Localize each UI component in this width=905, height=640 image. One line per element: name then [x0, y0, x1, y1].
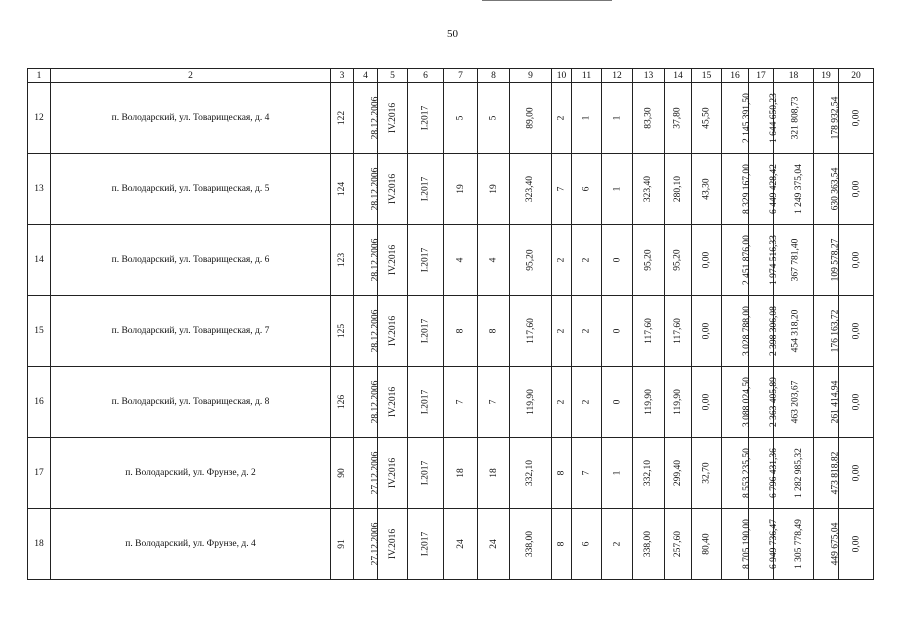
- rotated-value: 0,00: [851, 180, 861, 198]
- value-cell-col-8: [478, 367, 510, 438]
- rotated-value: 367 781,40: [790, 238, 801, 282]
- value-cell-col-10: [552, 154, 572, 225]
- table-row: [28, 83, 874, 154]
- column-header-3: 3: [331, 69, 354, 83]
- page-number: 50: [447, 28, 458, 40]
- value-cell-col-13: [633, 296, 665, 367]
- value-cell-col-14: [665, 225, 692, 296]
- rotated-value: 5: [488, 115, 499, 121]
- table-row: [28, 509, 874, 580]
- value-cell-col-9: [510, 154, 552, 225]
- rotated-value: 280,10: [673, 175, 684, 203]
- rotated-value: I.2017: [420, 389, 431, 415]
- rotated-value: 95,20: [643, 249, 654, 271]
- rotated-value: 2: [581, 257, 592, 263]
- rotated-value: IV.2016: [388, 244, 399, 276]
- value-cell-col-6: [408, 83, 444, 154]
- value-cell-col-7: [444, 438, 478, 509]
- rotated-value: 1: [581, 115, 592, 121]
- rotated-value: 126: [337, 394, 347, 410]
- value-cell-col-3: [331, 438, 354, 509]
- value-cell-col-4: [354, 509, 381, 580]
- value-cell-col-3: [331, 154, 354, 225]
- rotated-value: 8: [556, 470, 567, 476]
- value-cell-col-5: [378, 509, 408, 580]
- value-cell-col-10: [552, 225, 572, 296]
- rotated-value: 1 282 985,32: [793, 448, 804, 498]
- value-cell-col-17: [749, 509, 779, 580]
- rotated-value: 0,00: [851, 251, 861, 269]
- table-body: [28, 69, 874, 580]
- column-header-5: 5: [378, 69, 408, 83]
- table-row: [28, 438, 874, 509]
- value-cell-col-7: [444, 296, 478, 367]
- column-header-1: 1: [28, 69, 51, 83]
- rotated-value: 2: [556, 257, 567, 263]
- rotated-value: 119,90: [673, 389, 683, 415]
- value-cell-col-3: [331, 296, 354, 367]
- rotated-value: 1: [612, 470, 622, 476]
- value-cell-col-3: [331, 367, 354, 438]
- value-cell-col-20: [839, 367, 874, 438]
- address-cell: п. Володарский, ул. Товарищеская, д. 4: [51, 83, 331, 154]
- rotated-value: 125: [337, 323, 347, 339]
- rotated-value: 3 088 024,50: [741, 377, 752, 427]
- value-cell-col-11: [572, 367, 602, 438]
- rotated-value: 1 644 650,23: [768, 93, 779, 143]
- column-header-13: 13: [633, 69, 665, 83]
- value-cell-col-11: [572, 438, 602, 509]
- rotated-value: 1 305 778,49: [793, 519, 804, 569]
- value-cell-col-6: [408, 225, 444, 296]
- rotated-value: 7: [488, 399, 499, 405]
- row-number-cell: 16: [28, 367, 51, 438]
- value-cell-col-9: [510, 83, 552, 154]
- rotated-value: 8 329 167,00: [741, 164, 752, 214]
- rotated-value: 5: [455, 115, 466, 121]
- rotated-value: I.2017: [420, 318, 431, 344]
- value-cell-col-7: [444, 154, 478, 225]
- value-cell-col-5: [378, 296, 408, 367]
- rotated-value: 117,60: [643, 318, 654, 344]
- value-cell-col-5: [378, 367, 408, 438]
- value-cell-col-4: [354, 367, 381, 438]
- rotated-value: 8: [556, 541, 567, 547]
- value-cell-col-16: [722, 509, 752, 580]
- rotated-value: 45,50: [701, 107, 712, 129]
- value-cell-col-5: [378, 225, 408, 296]
- rotated-value: IV.2016: [388, 173, 399, 205]
- column-number-header-row: [28, 69, 874, 83]
- rotated-value: 1: [612, 186, 622, 192]
- value-cell-col-9: [510, 438, 552, 509]
- value-cell-col-14: [665, 83, 692, 154]
- rotated-value: 257,60: [673, 530, 684, 558]
- value-cell-col-12: [602, 367, 633, 438]
- rotated-value: 2: [581, 399, 592, 405]
- rotated-value: 6: [581, 541, 592, 547]
- rotated-value: 0,00: [851, 109, 861, 127]
- rotated-value: IV.2016: [388, 102, 399, 134]
- value-cell-col-6: [408, 296, 444, 367]
- column-header-11: 11: [572, 69, 602, 83]
- address-cell: п. Володарский, ул. Товарищеская, д. 7: [51, 296, 331, 367]
- top-rule: [482, 0, 612, 1]
- value-cell-col-20: [839, 296, 874, 367]
- rotated-value: 24: [455, 539, 466, 549]
- value-cell-col-10: [552, 438, 572, 509]
- rotated-value: I.2017: [420, 105, 431, 131]
- column-header-4: 4: [354, 69, 378, 83]
- rotated-value: I.2017: [420, 247, 431, 273]
- value-cell-col-13: [633, 83, 665, 154]
- rotated-value: 2: [556, 399, 567, 405]
- value-cell-col-8: [478, 225, 510, 296]
- rotated-value: 178 932,54: [830, 96, 841, 140]
- rotated-value: 454 318,20: [790, 309, 801, 353]
- value-cell-col-8: [478, 509, 510, 580]
- rotated-value: 117,60: [673, 318, 683, 344]
- value-cell-col-13: [633, 509, 665, 580]
- rotated-value: 123: [337, 252, 347, 268]
- address-cell: п. Володарский, ул. Товарищеская, д. 8: [51, 367, 331, 438]
- value-cell-col-12: [602, 296, 633, 367]
- rotated-value: 0,00: [851, 393, 861, 411]
- value-cell-col-11: [572, 83, 602, 154]
- rotated-value: 95,20: [525, 249, 536, 271]
- value-cell-col-14: [665, 509, 692, 580]
- rotated-value: 4: [455, 257, 466, 263]
- column-header-15: 15: [692, 69, 722, 83]
- value-cell-col-7: [444, 509, 478, 580]
- rotated-value: 332,10: [643, 459, 654, 487]
- rotated-value: 124: [337, 181, 347, 197]
- value-cell-col-15: [692, 509, 722, 580]
- value-cell-col-16: [722, 438, 752, 509]
- rotated-value: 1 249 375,04: [793, 164, 804, 214]
- rotated-value: 80,40: [701, 533, 712, 555]
- value-cell-col-19: [814, 438, 839, 509]
- column-header-18: 18: [774, 69, 814, 83]
- rotated-value: 83,30: [643, 107, 654, 129]
- value-cell-col-10: [552, 367, 572, 438]
- rotated-value: 2 451 876,00: [741, 235, 752, 285]
- value-cell-col-11: [572, 225, 602, 296]
- value-cell-col-3: [331, 509, 354, 580]
- address-cell: п. Володарский, ул. Товарищеская, д. 5: [51, 154, 331, 225]
- value-cell-col-13: [633, 367, 665, 438]
- value-cell-col-18: [774, 367, 814, 438]
- rotated-value: 28.12.2006: [370, 96, 381, 140]
- value-cell-col-12: [602, 509, 633, 580]
- value-cell-col-3: [331, 225, 354, 296]
- rotated-value: I.2017: [420, 176, 431, 202]
- value-cell-col-20: [839, 509, 874, 580]
- value-cell-col-19: [814, 225, 839, 296]
- rotated-value: IV.2016: [388, 457, 399, 489]
- rotated-value: 6 949 736,47: [768, 519, 779, 569]
- value-cell-col-6: [408, 438, 444, 509]
- rotated-value: 8: [488, 328, 499, 334]
- rotated-value: 6 796 431,36: [768, 448, 779, 498]
- rotated-value: 473 818,82: [830, 451, 841, 495]
- rotated-value: 0: [612, 257, 622, 263]
- column-header-6: 6: [408, 69, 444, 83]
- value-cell-col-10: [552, 296, 572, 367]
- value-cell-col-12: [602, 83, 633, 154]
- column-header-16: 16: [722, 69, 749, 83]
- value-cell-col-13: [633, 438, 665, 509]
- row-number-cell: 17: [28, 438, 51, 509]
- value-cell-col-9: [510, 296, 552, 367]
- rotated-value: 321 808,73: [790, 96, 801, 140]
- rotated-value: 32,70: [701, 462, 712, 484]
- value-cell-col-14: [665, 367, 692, 438]
- rotated-value: 1 974 516,33: [768, 235, 779, 285]
- rotated-value: 0: [612, 328, 622, 334]
- rotated-value: 0,00: [701, 322, 712, 340]
- rotated-value: 261 414,94: [830, 380, 841, 424]
- value-cell-col-12: [602, 154, 633, 225]
- rotated-value: 0: [612, 399, 622, 405]
- value-cell-col-4: [354, 296, 381, 367]
- rotated-value: 18: [488, 468, 499, 478]
- value-cell-col-19: [814, 83, 839, 154]
- table-row: [28, 154, 874, 225]
- rotated-value: 332,10: [525, 459, 536, 487]
- rotated-value: 0,00: [851, 464, 861, 482]
- rotated-value: 117,60: [525, 318, 536, 344]
- value-cell-col-8: [478, 83, 510, 154]
- column-header-17: 17: [749, 69, 774, 83]
- rotated-value: 0,00: [851, 322, 861, 340]
- value-cell-col-3: [331, 83, 354, 154]
- value-cell-col-17: [749, 83, 779, 154]
- row-number-cell: 15: [28, 296, 51, 367]
- rotated-value: 7: [556, 186, 567, 192]
- value-cell-col-7: [444, 83, 478, 154]
- rotated-value: I.2017: [420, 460, 431, 486]
- value-cell-col-4: [354, 83, 381, 154]
- row-number-cell: 14: [28, 225, 51, 296]
- value-cell-col-15: [692, 225, 722, 296]
- value-cell-col-11: [572, 154, 602, 225]
- address-cell: п. Володарский, ул. Фрунзе, д. 4: [51, 509, 331, 580]
- column-header-14: 14: [665, 69, 692, 83]
- value-cell-col-18: [774, 509, 814, 580]
- value-cell-col-15: [692, 438, 722, 509]
- value-cell-col-6: [408, 509, 444, 580]
- value-cell-col-13: [633, 154, 665, 225]
- value-cell-col-20: [839, 154, 874, 225]
- rotated-value: 4: [488, 257, 499, 263]
- value-cell-col-18: [774, 225, 814, 296]
- rotated-value: 0,00: [701, 393, 712, 411]
- rotated-value: 28.12.2006: [370, 380, 381, 424]
- value-cell-col-11: [572, 509, 602, 580]
- rotated-value: 109 578,27: [830, 238, 841, 282]
- value-cell-col-16: [722, 296, 752, 367]
- value-cell-col-16: [722, 367, 752, 438]
- value-cell-col-6: [408, 367, 444, 438]
- rotated-value: 0,00: [701, 251, 712, 269]
- rotated-value: 338,00: [525, 530, 536, 558]
- rotated-value: 176 163,72: [830, 309, 841, 353]
- rotated-value: 630 363,54: [830, 167, 841, 211]
- value-cell-col-16: [722, 154, 752, 225]
- value-cell-col-17: [749, 154, 779, 225]
- rotated-value: 90: [337, 468, 347, 478]
- column-header-20: 20: [839, 69, 874, 83]
- rotated-value: 323,40: [643, 175, 654, 203]
- rotated-value: 119,90: [525, 389, 536, 415]
- value-cell-col-10: [552, 83, 572, 154]
- value-cell-col-16: [722, 83, 752, 154]
- rotated-value: 299,40: [673, 459, 684, 487]
- value-cell-col-5: [378, 438, 408, 509]
- value-cell-col-10: [552, 509, 572, 580]
- column-header-7: 7: [444, 69, 478, 83]
- value-cell-col-4: [354, 438, 381, 509]
- value-cell-col-15: [692, 367, 722, 438]
- value-cell-col-15: [692, 154, 722, 225]
- value-cell-col-16: [722, 225, 752, 296]
- value-cell-col-19: [814, 296, 839, 367]
- rotated-value: 89,00: [525, 107, 536, 129]
- column-header-19: 19: [814, 69, 839, 83]
- value-cell-col-12: [602, 225, 633, 296]
- rotated-value: 28.12.2006: [370, 309, 381, 353]
- rotated-value: IV.2016: [388, 528, 399, 560]
- value-cell-col-11: [572, 296, 602, 367]
- rotated-value: 7: [455, 399, 466, 405]
- rotated-value: 8 705 190,00: [741, 519, 752, 569]
- value-cell-col-17: [749, 438, 779, 509]
- rotated-value: 2: [556, 115, 567, 121]
- value-cell-col-7: [444, 225, 478, 296]
- value-cell-col-8: [478, 296, 510, 367]
- rotated-value: 18: [455, 468, 466, 478]
- rotated-value: 24: [488, 539, 499, 549]
- value-cell-col-19: [814, 509, 839, 580]
- rotated-value: 119,90: [643, 389, 654, 415]
- value-cell-col-13: [633, 225, 665, 296]
- value-cell-col-8: [478, 154, 510, 225]
- rotated-value: 27.12.2006: [370, 451, 381, 495]
- value-cell-col-9: [510, 367, 552, 438]
- rotated-value: 0,00: [851, 535, 861, 553]
- rotated-value: I.2017: [420, 531, 431, 557]
- value-cell-col-19: [814, 367, 839, 438]
- table-row: [28, 225, 874, 296]
- address-cell: п. Володарский, ул. Товарищеская, д. 6: [51, 225, 331, 296]
- row-number-cell: 12: [28, 83, 51, 154]
- table-row: [28, 367, 874, 438]
- column-header-2: 2: [51, 69, 331, 83]
- rotated-value: 91: [337, 539, 347, 549]
- rotated-value: 7: [581, 470, 592, 476]
- value-cell-col-12: [602, 438, 633, 509]
- value-cell-col-14: [665, 438, 692, 509]
- value-cell-col-15: [692, 83, 722, 154]
- value-cell-col-18: [774, 83, 814, 154]
- column-header-10: 10: [552, 69, 572, 83]
- row-number-cell: 13: [28, 154, 51, 225]
- value-cell-col-8: [478, 438, 510, 509]
- value-cell-col-4: [354, 225, 381, 296]
- rotated-value: 2: [581, 328, 592, 334]
- rotated-value: 8: [455, 328, 466, 334]
- rotated-value: 449 675,04: [830, 522, 841, 566]
- value-cell-col-15: [692, 296, 722, 367]
- rotated-value: IV.2016: [388, 315, 399, 347]
- address-cell: п. Володарский, ул. Фрунзе, д. 2: [51, 438, 331, 509]
- rotated-value: 43,30: [701, 178, 712, 200]
- rotated-value: 37,80: [673, 107, 683, 129]
- column-header-9: 9: [510, 69, 552, 83]
- rotated-value: 1: [612, 115, 622, 121]
- rotated-value: 3 028 788,00: [741, 306, 752, 356]
- rotated-value: 6: [581, 186, 592, 192]
- rotated-value: 2 363 405,89: [768, 377, 779, 427]
- column-header-8: 8: [478, 69, 510, 83]
- rotated-value: 2 145 391,50: [741, 93, 752, 143]
- rotated-value: 27.12.2006: [370, 522, 381, 566]
- value-cell-col-19: [814, 154, 839, 225]
- value-cell-col-17: [749, 225, 779, 296]
- value-cell-col-5: [378, 154, 408, 225]
- rotated-value: 95,20: [673, 249, 683, 271]
- value-cell-col-5: [378, 83, 408, 154]
- value-cell-col-20: [839, 438, 874, 509]
- rotated-value: 19: [488, 184, 499, 194]
- value-cell-col-18: [774, 154, 814, 225]
- value-cell-col-18: [774, 296, 814, 367]
- column-header-12: 12: [602, 69, 633, 83]
- rotated-value: 323,40: [525, 175, 536, 203]
- value-cell-col-6: [408, 154, 444, 225]
- rotated-value: 2: [612, 541, 622, 547]
- rotated-value: 2: [556, 328, 567, 334]
- housing-register-table: [27, 68, 874, 580]
- value-cell-col-7: [444, 367, 478, 438]
- value-cell-col-9: [510, 225, 552, 296]
- value-cell-col-14: [665, 154, 692, 225]
- rotated-value: 8 553 235,50: [741, 448, 752, 498]
- table-row: [28, 296, 874, 367]
- rotated-value: 2 398 306,08: [768, 306, 779, 356]
- value-cell-col-20: [839, 83, 874, 154]
- value-cell-col-17: [749, 296, 779, 367]
- value-cell-col-17: [749, 367, 779, 438]
- rotated-value: 28.12.2006: [370, 167, 381, 211]
- rotated-value: 28.12.2006: [370, 238, 381, 282]
- rotated-value: 463 203,67: [790, 380, 801, 424]
- value-cell-col-14: [665, 296, 692, 367]
- rotated-value: 122: [337, 110, 347, 126]
- value-cell-col-4: [354, 154, 381, 225]
- value-cell-col-18: [774, 438, 814, 509]
- rotated-value: 19: [455, 184, 466, 194]
- rotated-value: 6 449 428,42: [768, 164, 779, 214]
- rotated-value: IV.2016: [388, 386, 399, 418]
- value-cell-col-20: [839, 225, 874, 296]
- value-cell-col-9: [510, 509, 552, 580]
- row-number-cell: 18: [28, 509, 51, 580]
- rotated-value: 338,00: [643, 530, 654, 558]
